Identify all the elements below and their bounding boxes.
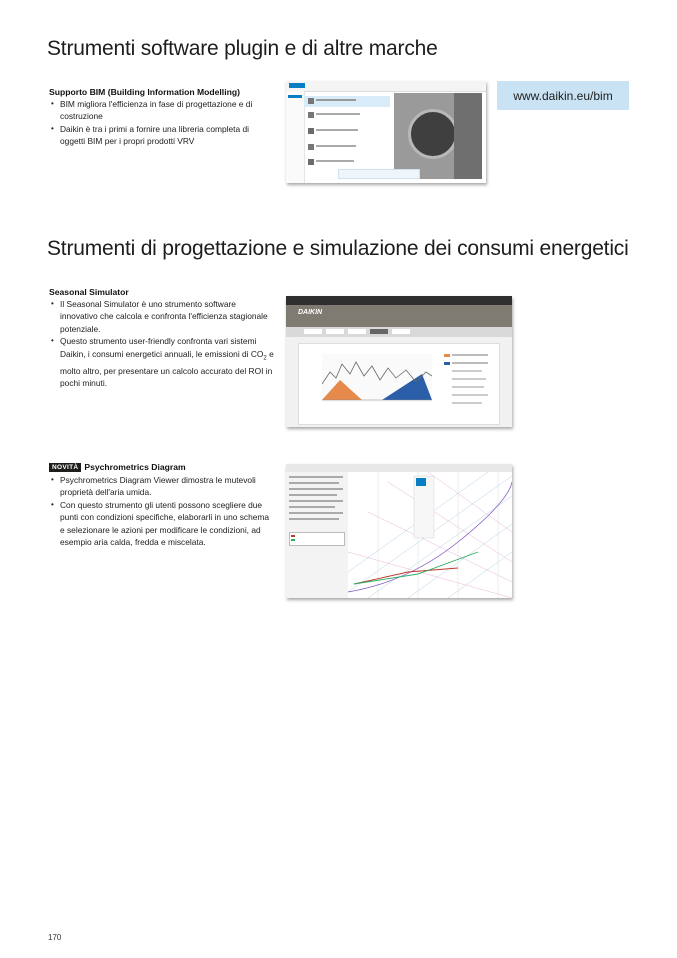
psychro-bullet-1: • Psychrometrics Diagram Viewer dimostra le mutevoli proprietà dell'aria umida.	[49, 474, 274, 499]
bim-bullets	[49, 98, 271, 148]
psychrometrics-subtitle: NOVITÀ Psychrometrics Diagram	[49, 462, 186, 472]
section-title-simulation: Strumenti di progettazione e simulazione dei consumi energetici	[47, 237, 629, 260]
psychrometrics-screenshot	[286, 464, 512, 598]
psychrometrics-bullets	[49, 474, 274, 548]
seasonal-simulator-screenshot	[286, 296, 512, 427]
seasonal-simulator-subtitle: Seasonal Simulator	[49, 287, 129, 297]
psychrometric-chart-image	[348, 472, 512, 598]
energy-chart-image	[322, 354, 432, 402]
seasonal-bullet-1: • Il Seasonal Simulator è uno strumento software innovativo che calcola e confronta l'efficienza stagionale potenziale.	[49, 298, 274, 335]
psychro-bullet-2: • Con questo strumento gli utenti possono scegliere due punti con condizioni specifiche, elaborarli in uno schema e selezionare le azioni per modificare le condizioni, ad esempio aria calda, fredda e miscelata.	[49, 499, 274, 549]
page-number: 170	[48, 933, 62, 942]
daikin-logo-icon	[289, 83, 305, 88]
seasonal-bullets	[49, 298, 274, 390]
bim-subtitle: Supporto BIM (Building Information Modelling)	[49, 87, 240, 97]
seasonal-bullet-2: • Questo strumento user-friendly confronta vari sistemi Daikin, i consumi energetici annuali, le emissioni di $CO_2$ e molto altro, per presentare un calcolo accurato del ROI in pochi minuti.	[49, 335, 274, 389]
bim-bullet-2: • Daikin è tra i primi a fornire una libreria completa di oggetti BIM per i propri prodotti VRV	[49, 123, 271, 148]
bim-library-screenshot	[286, 81, 486, 183]
outdoor-unit-image	[394, 93, 482, 179]
daikin-logo: DAIKIN	[298, 309, 323, 316]
bim-url-link[interactable]: www.daikin.eu/bim	[497, 81, 629, 110]
bim-bullet-1: • BIM migliora l'efficienza in fase di progettazione e di costruzione	[49, 98, 271, 123]
new-badge: NOVITÀ	[49, 463, 81, 472]
section-title-software: Strumenti software plugin e di altre marche	[47, 37, 438, 60]
